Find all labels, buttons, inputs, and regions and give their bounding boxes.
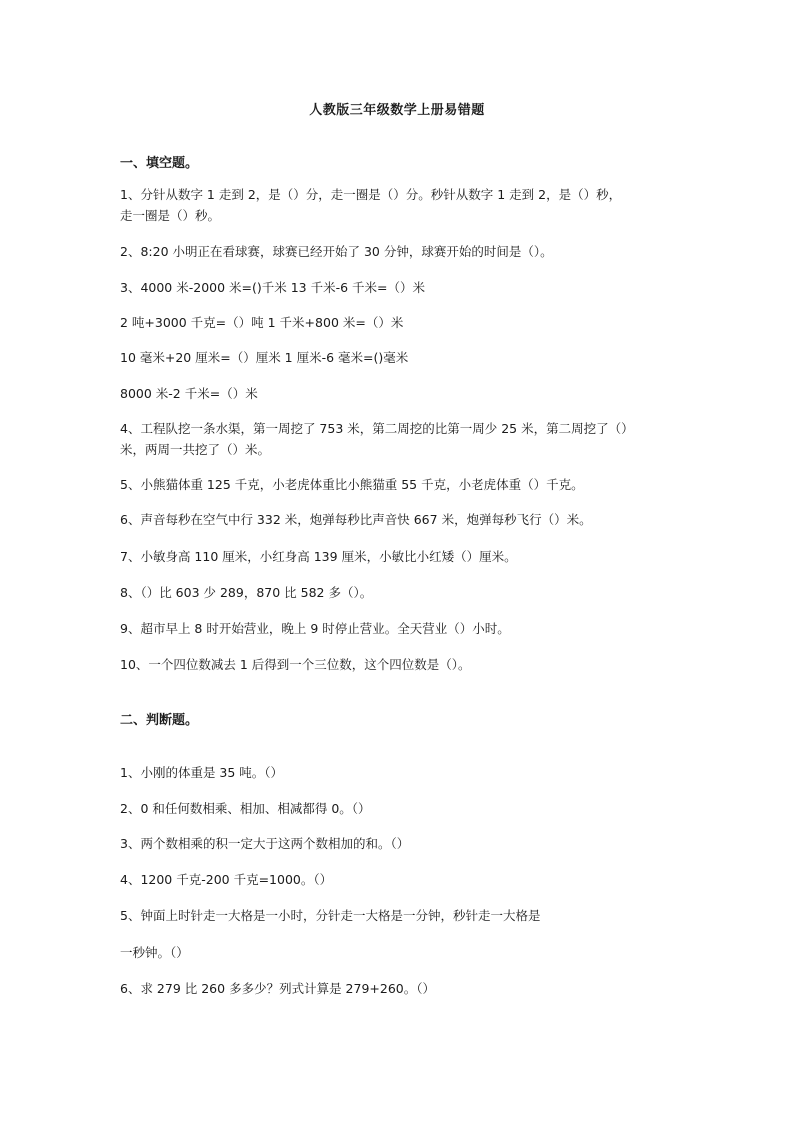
question-judge-6: 6、求 279 比 260 多多少？列式计算是 279+260。（） [120, 981, 435, 996]
question-fill-1-line-1: 1、分针从数字 1 走到 2，是（）分，走一圈是（）分。秒针从数字 1 走到 2，是（）秒， [120, 187, 622, 202]
question-judge-4: 4、1200 千克-200 千克=1000。（） [120, 872, 333, 887]
question-fill-10: 10、一个四位数减去 1 后得到一个三位数，这个四位数是（）。 [120, 657, 471, 672]
section-heading-true-false: 二、判断题。 [120, 713, 199, 728]
question-fill-3-line-3: 10 毫米+20 厘米=（）厘米 1 厘米-6 毫米=()毫米 [120, 350, 409, 365]
question-fill-9: 9、超市早上 8 时开始营业，晚上 9 时停止营业。全天营业（）小时。 [120, 621, 510, 636]
question-fill-8: 8、（）比 603 少 289，870 比 582 多（）。 [120, 585, 373, 600]
question-judge-3: 3、两个数相乘的积一定大于这两个数相加的和。（） [120, 836, 410, 851]
question-judge-1: 1、小刚的体重是 35 吨。（） [120, 765, 284, 780]
question-fill-7: 7、小敏身高 110 厘米，小红身高 139 厘米，小敏比小红矮（）厘米。 [120, 549, 517, 564]
section-heading-fill-blank: 一、填空题。 [120, 156, 199, 171]
question-judge-2: 2、0 和任何数相乘、相加、相减都得 0。（） [120, 801, 371, 816]
question-fill-6: 6、声音每秒在空气中行 332 米，炮弹每秒比声音快 667 米，炮弹每秒飞行（）米。 [120, 512, 592, 527]
question-judge-5-line-1: 5、钟面上时针走一大格是一小时，分针走一大格是一分钟，秒针走一大格是 [120, 908, 541, 923]
question-fill-3-line-4: 8000 米-2 千米=（）米 [120, 386, 258, 401]
page-title: 人教版三年级数学上册易错题 [309, 103, 485, 118]
question-judge-5-line-2: 一秒钟。（） [120, 945, 189, 960]
question-fill-3-line-1: 3、4000 米-2000 米=()千米 13 千米-6 千米=（）米 [120, 280, 426, 295]
question-fill-4-line-1: 4、工程队挖一条水渠，第一周挖了 753 米，第二周挖的比第一周少 25 米，第二周挖了（） [120, 421, 634, 436]
question-fill-5: 5、小熊猫体重 125 千克，小老虎体重比小熊猫重 55 千克，小老虎体重（）千克。 [120, 477, 584, 492]
question-fill-1-line-2: 走一圈是（）秒。 [120, 208, 221, 223]
question-fill-2: 2、8:20 小明正在看球赛，球赛已经开始了 30 分钟，球赛开始的时间是（）。 [120, 244, 553, 259]
question-fill-4-line-2: 米，两周一共挖了（）米。 [120, 442, 271, 457]
question-fill-3-line-2: 2 吨+3000 千克=（）吨 1 千米+800 米=（）米 [120, 315, 404, 330]
